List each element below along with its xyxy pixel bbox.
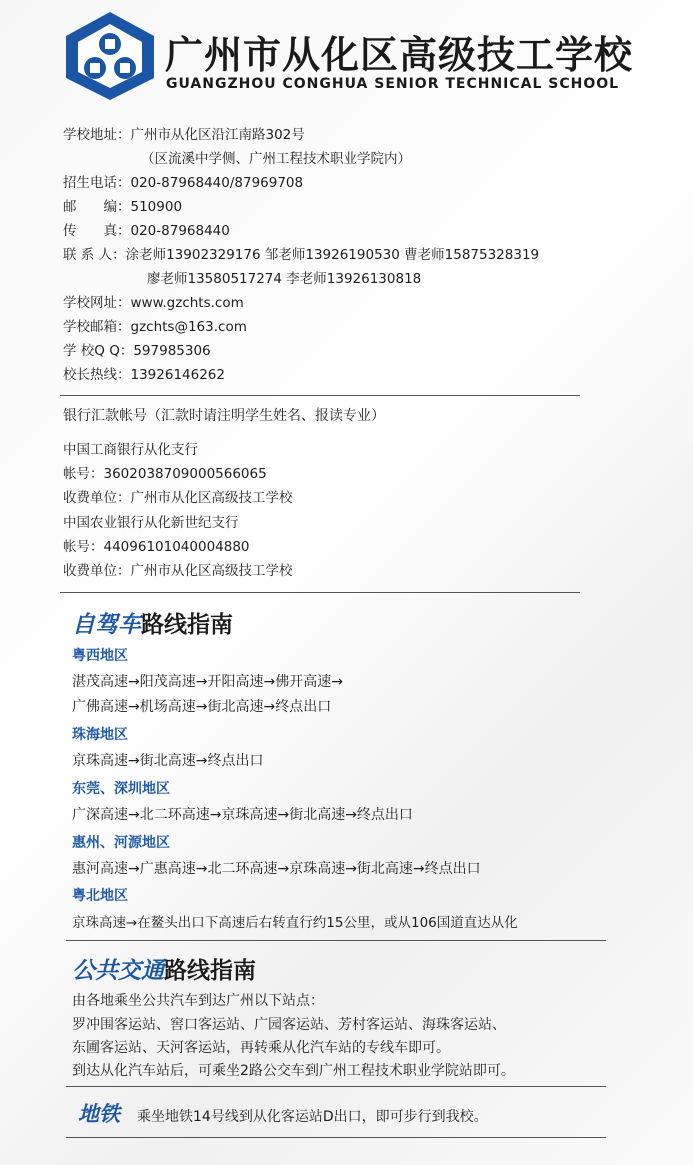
qq-label: 学 校Q Q：: [63, 343, 134, 359]
region-yuebei: 粤北地区: [72, 888, 128, 904]
address-value: 广州市从化区沿江南路302号: [130, 127, 305, 143]
hotline-row: [63, 365, 225, 385]
bank1-name: 中国工商银行从化支行: [63, 442, 198, 458]
divider-transit: [66, 1086, 606, 1087]
route-yuexi-2: 广佛高速→机场高速→街北高速→终点出口: [72, 699, 332, 715]
route-zhuhai: 京珠高速→街北高速→终点出口: [72, 753, 264, 769]
enroll-phone-row: [63, 173, 303, 193]
email-label: 学校邮箱：: [63, 319, 131, 335]
region-dongguan-shenzhen: 东莞、深圳地区: [72, 781, 170, 797]
fax-value: 020-87968440: [130, 223, 230, 239]
divider-bank: [60, 592, 580, 593]
website-label: 学校网址：: [63, 295, 131, 311]
bank2-name: 中国农业银行从化新世纪支行: [63, 515, 239, 531]
bank2-account: 帐号：44096101040004880: [63, 539, 250, 555]
transit-line-4: 到达从化汽车站后，可乘坐2路公交车到广州工程技术职业学院站即可。: [72, 1063, 515, 1079]
address-line2: （区流溪中学侧、广州工程技术职业学院内）: [141, 151, 411, 167]
bank1-account: 帐号：3602038709000566065: [63, 466, 267, 482]
metro-title: 地铁: [78, 1102, 120, 1126]
contacts-line2: 廖老师13580517274 李老师13926130818: [147, 271, 422, 287]
postcode-row: [63, 197, 182, 217]
bank2-payee: 收费单位：广州市从化区高级技工学校: [63, 563, 293, 579]
route-yuebei: 京珠高速→在鳌头出口下高速后右转直行约15公里，或从106国道直达从化: [72, 915, 518, 931]
hotline-value: 13926146262: [130, 367, 225, 383]
qq-row: [63, 341, 211, 361]
bank-heading: 银行汇款帐号（汇款时请注明学生姓名、报读专业）: [63, 408, 385, 424]
transit-section-title: 公共交通路线指南: [72, 958, 256, 984]
postcode-value: 510900: [130, 199, 183, 215]
email-link[interactable]: gzchts@163.com: [130, 319, 247, 335]
address-label: 学校地址：: [63, 127, 131, 143]
divider-drive: [66, 940, 606, 941]
divider-metro: [66, 1137, 606, 1138]
route-huizhou-heyuan: 惠河高速→广惠高速→北二环高速→京珠高速→街北高速→终点出口: [72, 861, 481, 877]
enroll-phone-label: 招生电话：: [63, 175, 131, 191]
contacts-value: 涂老师13902329176 邹老师13926190530 曹老师15875328319: [125, 247, 540, 263]
postcode-label: 邮 编：: [63, 199, 131, 215]
enroll-phone-value: 020-87968440/87969708: [130, 175, 304, 191]
region-huizhou-heyuan: 惠州、河源地区: [72, 835, 170, 851]
region-yuexi: 粤西地区: [72, 648, 128, 664]
school-logo-icon: [62, 10, 158, 102]
website-link[interactable]: www.gzchts.com: [130, 295, 244, 311]
transit-line-2: 罗冲围客运站、窖口客运站、广园客运站、芳村客运站、海珠客运站、: [72, 1017, 506, 1033]
fax-row: [63, 221, 230, 241]
address-row: [63, 125, 305, 145]
drive-section-title: 自驾车路线指南: [72, 612, 233, 638]
transit-line-3: 东圃客运站、天河客运站，再转乘从化汽车站的专线车即可。: [72, 1040, 450, 1056]
route-yuexi-1: 湛茂高速→阳茂高速→开阳高速→佛开高速→: [72, 674, 343, 690]
hotline-label: 校长热线：: [63, 367, 131, 383]
school-name-cn: 广州市从化区高级技工学校: [165, 33, 634, 77]
bank1-payee: 收费单位：广州市从化区高级技工学校: [63, 490, 293, 506]
header: [0, 0, 693, 110]
route-dongguan-shenzhen: 广深高速→北二环高速→京珠高速→街北高速→终点出口: [72, 807, 413, 823]
divider-contact: [60, 395, 580, 396]
transit-line-1: 由各地乘坐公共汽车到达广州以下站点：: [72, 993, 324, 1009]
school-name-en: GUANGZHOU CONGHUA SENIOR TECHNICAL SCHOOL: [166, 76, 620, 92]
website-row: [63, 293, 244, 313]
region-zhuhai: 珠海地区: [72, 727, 128, 743]
email-row: [63, 317, 247, 337]
qq-value: 597985306: [133, 343, 211, 359]
contacts-label: 联 系 人：: [63, 247, 126, 263]
metro-text: 乘坐地铁14号线到从化客运站D出口，即可步行到我校。: [137, 1109, 488, 1125]
contacts-row: [63, 245, 539, 265]
fax-label: 传 真：: [63, 223, 131, 239]
